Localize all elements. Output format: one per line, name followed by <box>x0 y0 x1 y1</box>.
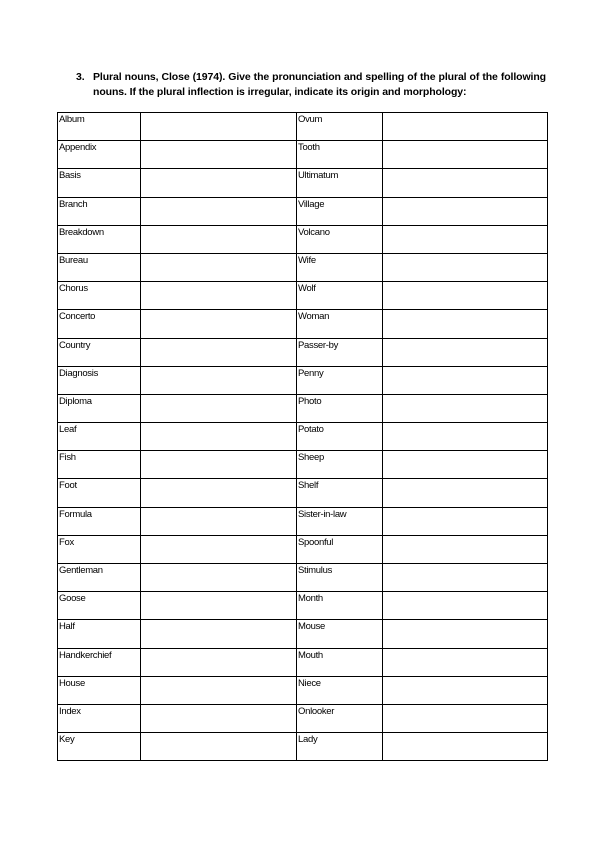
noun-cell: Ovum <box>297 113 383 141</box>
instruction-text: Plural nouns, Close (1974). Give the pronunciation and spelling of the plural of the following nouns. If the plural inflection is irregular, indicate its origin and morphology: <box>93 71 546 98</box>
plural-answer-cell[interactable] <box>383 479 548 507</box>
noun-cell: Mouse <box>297 620 383 648</box>
table-row <box>58 733 548 761</box>
plural-answer-cell[interactable] <box>383 648 548 676</box>
plural-answer-cell[interactable] <box>383 676 548 704</box>
plural-answer-cell[interactable] <box>141 338 297 366</box>
plural-answer-cell[interactable] <box>383 394 548 422</box>
table-row <box>58 366 548 394</box>
plural-answer-cell[interactable] <box>383 338 548 366</box>
table-row <box>58 225 548 253</box>
noun-cell: Diploma <box>58 394 141 422</box>
table-row <box>58 507 548 535</box>
noun-cell: Handkerchief <box>58 648 141 676</box>
noun-cell: Niece <box>297 676 383 704</box>
plural-answer-cell[interactable] <box>383 564 548 592</box>
noun-cell: Key <box>58 733 141 761</box>
plural-answer-cell[interactable] <box>383 310 548 338</box>
noun-cell: Sister-in-law <box>297 507 383 535</box>
noun-cell: Mouth <box>297 648 383 676</box>
table-row <box>58 310 548 338</box>
plural-nouns-table <box>57 112 548 761</box>
plural-answer-cell[interactable] <box>141 394 297 422</box>
plural-answer-cell[interactable] <box>141 451 297 479</box>
noun-cell: Lady <box>297 733 383 761</box>
table-row <box>58 620 548 648</box>
noun-cell: Half <box>58 620 141 648</box>
noun-cell: Photo <box>297 394 383 422</box>
plural-answer-cell[interactable] <box>383 113 548 141</box>
noun-cell: Shelf <box>297 479 383 507</box>
table-row <box>58 423 548 451</box>
noun-cell: Breakdown <box>58 225 141 253</box>
plural-answer-cell[interactable] <box>141 676 297 704</box>
plural-answer-cell[interactable] <box>141 310 297 338</box>
noun-cell: Ultimatum <box>297 169 383 197</box>
table-row <box>58 394 548 422</box>
noun-cell: Album <box>58 113 141 141</box>
noun-cell: Bureau <box>58 253 141 281</box>
plural-answer-cell[interactable] <box>383 733 548 761</box>
noun-rows <box>58 113 548 761</box>
noun-cell: Potato <box>297 423 383 451</box>
noun-cell: Country <box>58 338 141 366</box>
plural-answer-cell[interactable] <box>141 366 297 394</box>
plural-answer-cell[interactable] <box>383 366 548 394</box>
noun-cell: Tooth <box>297 141 383 169</box>
table-row <box>58 338 548 366</box>
noun-cell: Woman <box>297 310 383 338</box>
plural-answer-cell[interactable] <box>141 479 297 507</box>
noun-cell: Branch <box>58 197 141 225</box>
noun-cell: House <box>58 676 141 704</box>
plural-answer-cell[interactable] <box>141 282 297 310</box>
plural-answer-cell[interactable] <box>383 451 548 479</box>
noun-cell: Leaf <box>58 423 141 451</box>
noun-cell: Volcano <box>297 225 383 253</box>
plural-answer-cell[interactable] <box>383 592 548 620</box>
plural-answer-cell[interactable] <box>383 253 548 281</box>
plural-answer-cell[interactable] <box>383 704 548 732</box>
plural-answer-cell[interactable] <box>383 507 548 535</box>
noun-cell: Chorus <box>58 282 141 310</box>
plural-answer-cell[interactable] <box>383 423 548 451</box>
noun-cell: Wolf <box>297 282 383 310</box>
noun-cell: Fox <box>58 535 141 563</box>
plural-answer-cell[interactable] <box>141 225 297 253</box>
table-row <box>58 479 548 507</box>
plural-answer-cell[interactable] <box>383 169 548 197</box>
plural-answer-cell[interactable] <box>141 423 297 451</box>
noun-cell: Passer-by <box>297 338 383 366</box>
table-row <box>58 253 548 281</box>
noun-cell: Penny <box>297 366 383 394</box>
table-row <box>58 592 548 620</box>
table-row <box>58 535 548 563</box>
plural-answer-cell[interactable] <box>141 704 297 732</box>
noun-cell: Spoonful <box>297 535 383 563</box>
plural-answer-cell[interactable] <box>141 535 297 563</box>
plural-answer-cell[interactable] <box>383 620 548 648</box>
noun-cell: Basis <box>58 169 141 197</box>
table-row <box>58 282 548 310</box>
plural-answer-cell[interactable] <box>383 141 548 169</box>
noun-cell: Onlooker <box>297 704 383 732</box>
noun-cell: Stimulus <box>297 564 383 592</box>
plural-answer-cell[interactable] <box>141 564 297 592</box>
table-row <box>58 564 548 592</box>
noun-cell: Month <box>297 592 383 620</box>
plural-answer-cell[interactable] <box>141 620 297 648</box>
plural-answer-cell[interactable] <box>141 197 297 225</box>
table-row <box>58 648 548 676</box>
plural-answer-cell[interactable] <box>141 169 297 197</box>
noun-cell: Concerto <box>58 310 141 338</box>
table-row <box>58 704 548 732</box>
plural-answer-cell[interactable] <box>383 225 548 253</box>
noun-cell: Sheep <box>297 451 383 479</box>
plural-answer-cell[interactable] <box>141 113 297 141</box>
noun-cell: Gentleman <box>58 564 141 592</box>
plural-answer-cell[interactable] <box>383 535 548 563</box>
exercise-instruction <box>76 70 546 100</box>
table-row <box>58 676 548 704</box>
noun-cell: Village <box>297 197 383 225</box>
table-row <box>58 197 548 225</box>
table-row <box>58 451 548 479</box>
noun-cell: Index <box>58 704 141 732</box>
plural-answer-cell[interactable] <box>141 141 297 169</box>
noun-cell: Appendix <box>58 141 141 169</box>
plural-answer-cell[interactable] <box>141 253 297 281</box>
noun-cell: Fish <box>58 451 141 479</box>
plural-answer-cell[interactable] <box>141 592 297 620</box>
noun-cell: Formula <box>58 507 141 535</box>
plural-answer-cell[interactable] <box>141 733 297 761</box>
plural-answer-cell[interactable] <box>383 197 548 225</box>
noun-cell: Diagnosis <box>58 366 141 394</box>
table-row <box>58 169 548 197</box>
exercise-number: 3. <box>76 71 85 83</box>
table-row <box>58 141 548 169</box>
plural-answer-cell[interactable] <box>141 648 297 676</box>
plural-answer-cell[interactable] <box>383 282 548 310</box>
noun-cell: Goose <box>58 592 141 620</box>
plural-answer-cell[interactable] <box>141 507 297 535</box>
table-row <box>58 113 548 141</box>
noun-cell: Wife <box>297 253 383 281</box>
noun-cell: Foot <box>58 479 141 507</box>
